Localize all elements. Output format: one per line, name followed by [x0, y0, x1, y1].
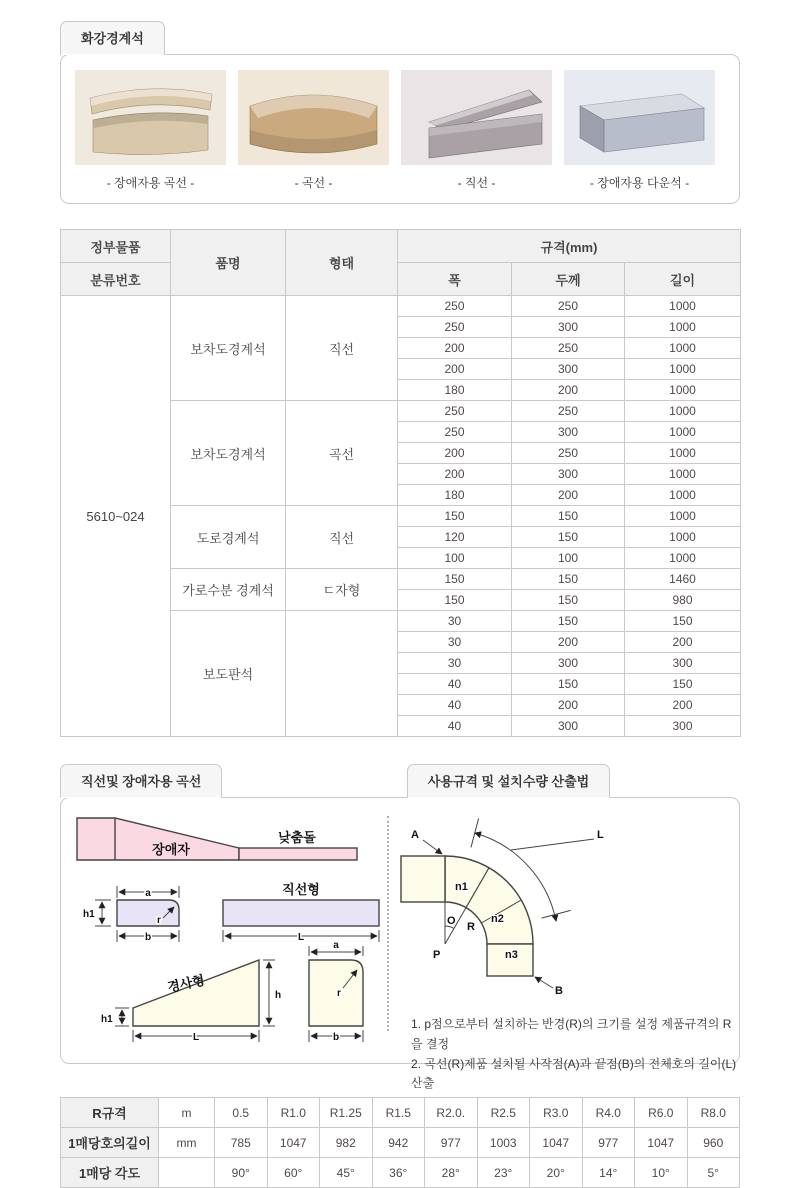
cell: 40 [398, 716, 512, 737]
installation-diagram-area [389, 798, 739, 1091]
cell: 200 [398, 338, 512, 359]
item-shape-cell: 직선 [286, 296, 398, 401]
cell: 10° [635, 1158, 688, 1188]
cell: 250 [512, 296, 625, 317]
cell: 300 [512, 653, 625, 674]
diagram-tabs [60, 763, 740, 797]
cell: 180 [398, 380, 512, 401]
cell: 200 [512, 632, 625, 653]
cell: 45° [320, 1158, 373, 1188]
cell: 982 [320, 1128, 373, 1158]
col-header-width: 폭 [398, 263, 512, 296]
cell: 250 [398, 296, 512, 317]
granite-block-icon [238, 70, 389, 165]
item-name-cell: 보차도경계석 [171, 401, 286, 506]
cell: 150 [625, 674, 741, 695]
cell: 200 [625, 632, 741, 653]
granite-block-icon [75, 70, 226, 165]
product-panel [60, 54, 740, 204]
cell: 5° [687, 1158, 740, 1188]
cell: 0.5 [215, 1098, 268, 1128]
cell: 150 [512, 590, 625, 611]
cell: 180 [398, 485, 512, 506]
unit-cell [159, 1158, 215, 1188]
product-photo-curve [238, 70, 389, 191]
granite-block-icon [401, 70, 552, 165]
cell: 977 [425, 1128, 478, 1158]
cell: 1000 [625, 422, 741, 443]
cell: 250 [398, 422, 512, 443]
col-header-thickness: 두께 [512, 263, 625, 296]
svg-text:P: P [433, 949, 441, 961]
cell: 150 [512, 506, 625, 527]
col-header-length: 길이 [625, 263, 741, 296]
cell: 250 [512, 443, 625, 464]
product-photo-down-stone [564, 70, 715, 191]
cell: 200 [398, 443, 512, 464]
table-row [61, 296, 741, 317]
col-header-class-no: 분류번호 [61, 263, 171, 296]
cell: 1000 [625, 485, 741, 506]
col-header-gov-item: 정부물품 [61, 230, 171, 263]
svg-text:r: r [337, 988, 341, 999]
svg-text:h1: h1 [101, 1014, 113, 1025]
svg-text:A: A [411, 829, 419, 841]
cell: 1000 [625, 338, 741, 359]
cell: 1047 [530, 1128, 583, 1158]
item-shape-cell: 직선 [286, 506, 398, 569]
shape-diagram-area [61, 798, 387, 1063]
cell: 200 [625, 695, 741, 716]
cell: 30 [398, 653, 512, 674]
cell: 200 [512, 485, 625, 506]
note-line: 1. p점으로부터 설치하는 반경(R)의 크기를 설정 제품규격의 R을 결정 [411, 1017, 732, 1051]
svg-text:n3: n3 [505, 949, 518, 961]
photo-caption: - 직선 - [457, 176, 496, 190]
cell: 120 [398, 527, 512, 548]
cell: 40 [398, 695, 512, 716]
col-header-spec: 규격(mm) [398, 230, 741, 263]
product-section [60, 20, 740, 204]
cell: 60° [267, 1158, 320, 1188]
row-header-angle: 1매당 각도 [61, 1158, 159, 1188]
svg-text:h: h [275, 990, 282, 1001]
product-photo-straight [401, 70, 552, 191]
cell: 1000 [625, 296, 741, 317]
cell: 1000 [625, 548, 741, 569]
cell: R2.5 [477, 1098, 530, 1128]
cell: 300 [512, 422, 625, 443]
cell: R6.0 [635, 1098, 688, 1128]
cell: 150 [512, 611, 625, 632]
tab-straight-disabled-curve[interactable]: 직선및 장애자용 곡선 [60, 764, 222, 798]
header-row [61, 263, 741, 296]
cell: 300 [625, 716, 741, 737]
svg-text:b: b [332, 1032, 340, 1043]
cell: 1000 [625, 443, 741, 464]
cell: 20° [530, 1158, 583, 1188]
cell: 785 [215, 1128, 268, 1158]
cell: 250 [512, 338, 625, 359]
cell: 150 [625, 611, 741, 632]
cell: 250 [398, 317, 512, 338]
table-row [61, 1128, 740, 1158]
col-header-name: 품명 [171, 230, 286, 296]
table-row [61, 1098, 740, 1128]
cell: 977 [582, 1128, 635, 1158]
cell: 300 [512, 317, 625, 338]
svg-text:n1: n1 [455, 881, 468, 893]
cell: 1047 [267, 1128, 320, 1158]
item-name-cell: 가로수분 경계석 [171, 569, 286, 611]
cell: 1000 [625, 506, 741, 527]
photo-caption: - 장애자용 다운석 - [589, 176, 690, 190]
svg-text:직선형: 직선형 [282, 882, 320, 897]
cell: R1.0 [267, 1098, 320, 1128]
curve-installation-diagram [397, 806, 727, 1004]
cell: 1000 [625, 527, 741, 548]
row-header-r-spec: R규격 [61, 1098, 159, 1128]
cell: 200 [512, 695, 625, 716]
note-line: 2. 곡선(R)제품 설치될 사작점(A)과 끝점(B)의 전체호의 길이(L)산출 [411, 1056, 737, 1091]
cell: 960 [687, 1128, 740, 1158]
svg-text:b: b [144, 932, 152, 943]
cell: 1000 [625, 317, 741, 338]
cell: 300 [512, 359, 625, 380]
item-name-cell: 도로경계석 [171, 506, 286, 569]
cell: 1000 [625, 464, 741, 485]
product-photo-curb-curve-disabled [75, 70, 226, 191]
class-no-cell: 5610~024 [61, 296, 171, 737]
cell: 150 [398, 590, 512, 611]
cell: 100 [398, 548, 512, 569]
cell: 28° [425, 1158, 478, 1188]
cell: 150 [398, 569, 512, 590]
svg-text:a: a [145, 888, 151, 899]
cell: 250 [398, 401, 512, 422]
svg-text:R: R [467, 921, 475, 933]
unit-cell: m [159, 1098, 215, 1128]
cell: 200 [398, 464, 512, 485]
cell: 300 [512, 716, 625, 737]
svg-text:L: L [192, 1032, 200, 1043]
cell: 300 [625, 653, 741, 674]
tab-usage-spec-calc[interactable]: 사용규격 및 설치수량 산출법 [407, 764, 611, 798]
cell: R2.0. [425, 1098, 478, 1128]
svg-text:a: a [333, 940, 339, 951]
cell: 300 [512, 464, 625, 485]
cell: 1000 [625, 380, 741, 401]
tab-granite-curb[interactable]: 화강경계석 [60, 21, 165, 55]
svg-text:r: r [157, 915, 161, 926]
cell: R1.25 [320, 1098, 373, 1128]
page [60, 0, 740, 1188]
cell: 1000 [625, 401, 741, 422]
cell: 1047 [635, 1128, 688, 1158]
cell: R4.0 [582, 1098, 635, 1128]
cell: 23° [477, 1158, 530, 1188]
cell: 100 [512, 548, 625, 569]
cell: 250 [512, 401, 625, 422]
item-name-cell: 보도판석 [171, 611, 286, 737]
curb-shapes-diagram [71, 812, 391, 1054]
spec-table-header [61, 230, 741, 296]
item-name-cell: 보차도경계석 [171, 296, 286, 401]
diagram-panel [60, 797, 740, 1091]
r-spec-table [60, 1097, 740, 1188]
cell: R1.5 [372, 1098, 425, 1128]
cell: 36° [372, 1158, 425, 1188]
item-shape-cell: 곡선 [286, 401, 398, 506]
svg-text:L: L [297, 932, 305, 943]
cell: 90° [215, 1158, 268, 1188]
row-header-arc-length: 1매당호의길이 [61, 1128, 159, 1158]
table-row [61, 1158, 740, 1188]
svg-text:장애자: 장애자 [152, 842, 190, 857]
svg-text:경사형: 경사형 [166, 972, 207, 995]
cell: 942 [372, 1128, 425, 1158]
cell: R3.0 [530, 1098, 583, 1128]
cell: 1000 [625, 359, 741, 380]
cell: 150 [398, 506, 512, 527]
cell: 150 [512, 674, 625, 695]
col-header-shape: 형태 [286, 230, 398, 296]
cell: 150 [512, 569, 625, 590]
photo-caption: - 곡선 - [294, 176, 333, 190]
svg-text:L: L [597, 829, 604, 841]
cell: 30 [398, 632, 512, 653]
cell: 150 [512, 527, 625, 548]
cell: 40 [398, 674, 512, 695]
granite-block-icon [564, 70, 715, 165]
svg-text:O: O [447, 915, 456, 927]
photo-row [61, 55, 739, 203]
item-shape-cell: ㄷ자형 [286, 569, 398, 611]
cell: 200 [398, 359, 512, 380]
photo-caption: - 장애자용 곡선 - [106, 176, 195, 190]
svg-text:h1: h1 [83, 909, 95, 920]
cell: R8.0 [687, 1098, 740, 1128]
svg-text:n2: n2 [491, 913, 504, 925]
spec-table-body [61, 296, 741, 737]
svg-text:B: B [555, 985, 563, 997]
installation-notes [411, 1015, 739, 1094]
cell: 14° [582, 1158, 635, 1188]
spec-table [60, 229, 741, 737]
cell: 980 [625, 590, 741, 611]
unit-cell: mm [159, 1128, 215, 1158]
cell: 1460 [625, 569, 741, 590]
cell: 200 [512, 380, 625, 401]
cell: 1003 [477, 1128, 530, 1158]
header-row [61, 230, 741, 263]
svg-text:낮춤돌: 낮춤돌 [278, 830, 316, 845]
cell: 30 [398, 611, 512, 632]
item-shape-cell [286, 611, 398, 737]
